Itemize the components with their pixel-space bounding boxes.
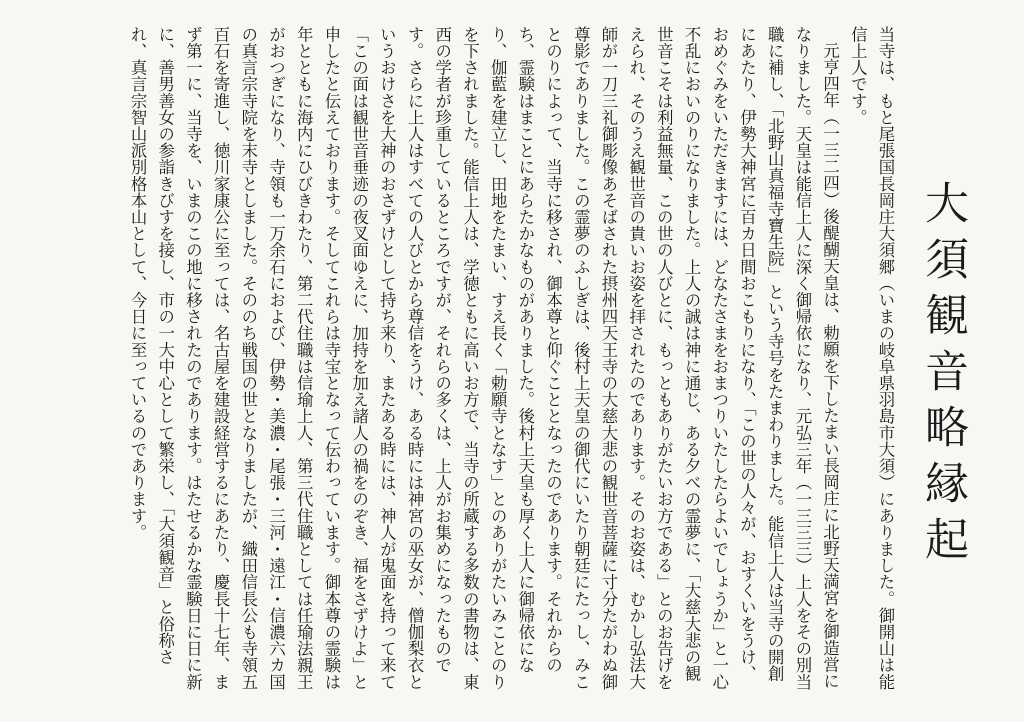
document-body: [19, 26, 899, 696]
paragraph-intro: 当寺は、もと尾張国長岡庄大須郷（いまの岐阜県羽島市大須）にありました。御開山は能信上人です。: [848, 26, 895, 690]
paragraph-history: 元亨四年（一三二四）後醍醐天皇は、勅願を下したまい長岡庄に北野天満宮を御造営になりました。天皇は能信上人に深く御帰依になり、元弘三年（一三三三）上人をその別当職に補し、「北野山真福寺寶生院」という寺号をたまわりました。能信上人は当寺の開創にあたり、伊勢大神宮に百カ日間おこもりになり、「この世の人々が、おすくいをうけ、おめぐみをいただきますには、どなたさまをおまつりいたしたらよいでしょうか」と一心不乱においのりになりました。上人の誠は神に通じ、ある夕べの霊夢に、「大慈大悲の観世音こそは利益無量、この世の人びとに、もっともありがたいお方である」とのお告げをえられ、そのうえ観世音の貴いお姿を拝されたのであります。そのお姿は、むかし弘法大師が一刀三礼御彫像あそばされた摂州四天王寺の大慈大悲の観世音菩薩に寸分たがわぬ御尊影でありました。この霊夢のふしぎは、後村上天皇の御代にいたり朝廷にたっし、みことのりによって、当寺に移され、御本尊と仰ぐこととなったのであります。それからのち、霊験はまことにあらたかなものがありました。後村上天皇も厚く上人に御帰依になり、伽藍を建立し、田地をたまい、すえ長く「勅願寺となす」とのありがたいみことのりを下されました。能信上人は、学徳ともに高いお方で、当寺の所蔵する多数の書物は、東西の学者が珍重しているところですが、それらの多くは、上人がお集めになったものです。さらに上人はすべての人びとから尊信をうけ、ある時には神宮の巫女が、僧伽梨衣というおけさを大神のおさずけとして持ち来り、またある時には、神人が鬼面を持って来て「この面は観世音垂迹の夜叉面ゆえに、加持を加え諸人の禍をのぞき、福をさずけよ」と申したと伝えております。そしてこれらは寺宝となって伝わっています。御本尊の霊験は年とともに海内にひびきわたり、第二代住職は信瑜上人、第三代住職としては任瑜法親王がおつぎになり、寺領も一万余石におよび、伊勢・美濃・尾張・三河・遠江・信濃六カ国の真言宗寺院を末寺としました。そののち戦国の世となりましたが、織田信長公も寺領五百石を寄進し、徳川家康公に至っては、名古屋を建設経営するにあたり、慶長十七年、まず第一に、当寺を、いまのこの地に移されたのであります。はたせるかな霊験日に日に新に、善男善女の参詣きびすを接し、市の一大中心として繁栄し、「大須観音」と俗称され、真言宗智山派別格本山として、今日に至っているのであります。: [128, 26, 840, 690]
document-title: 大須観音略縁起: [917, 180, 968, 572]
